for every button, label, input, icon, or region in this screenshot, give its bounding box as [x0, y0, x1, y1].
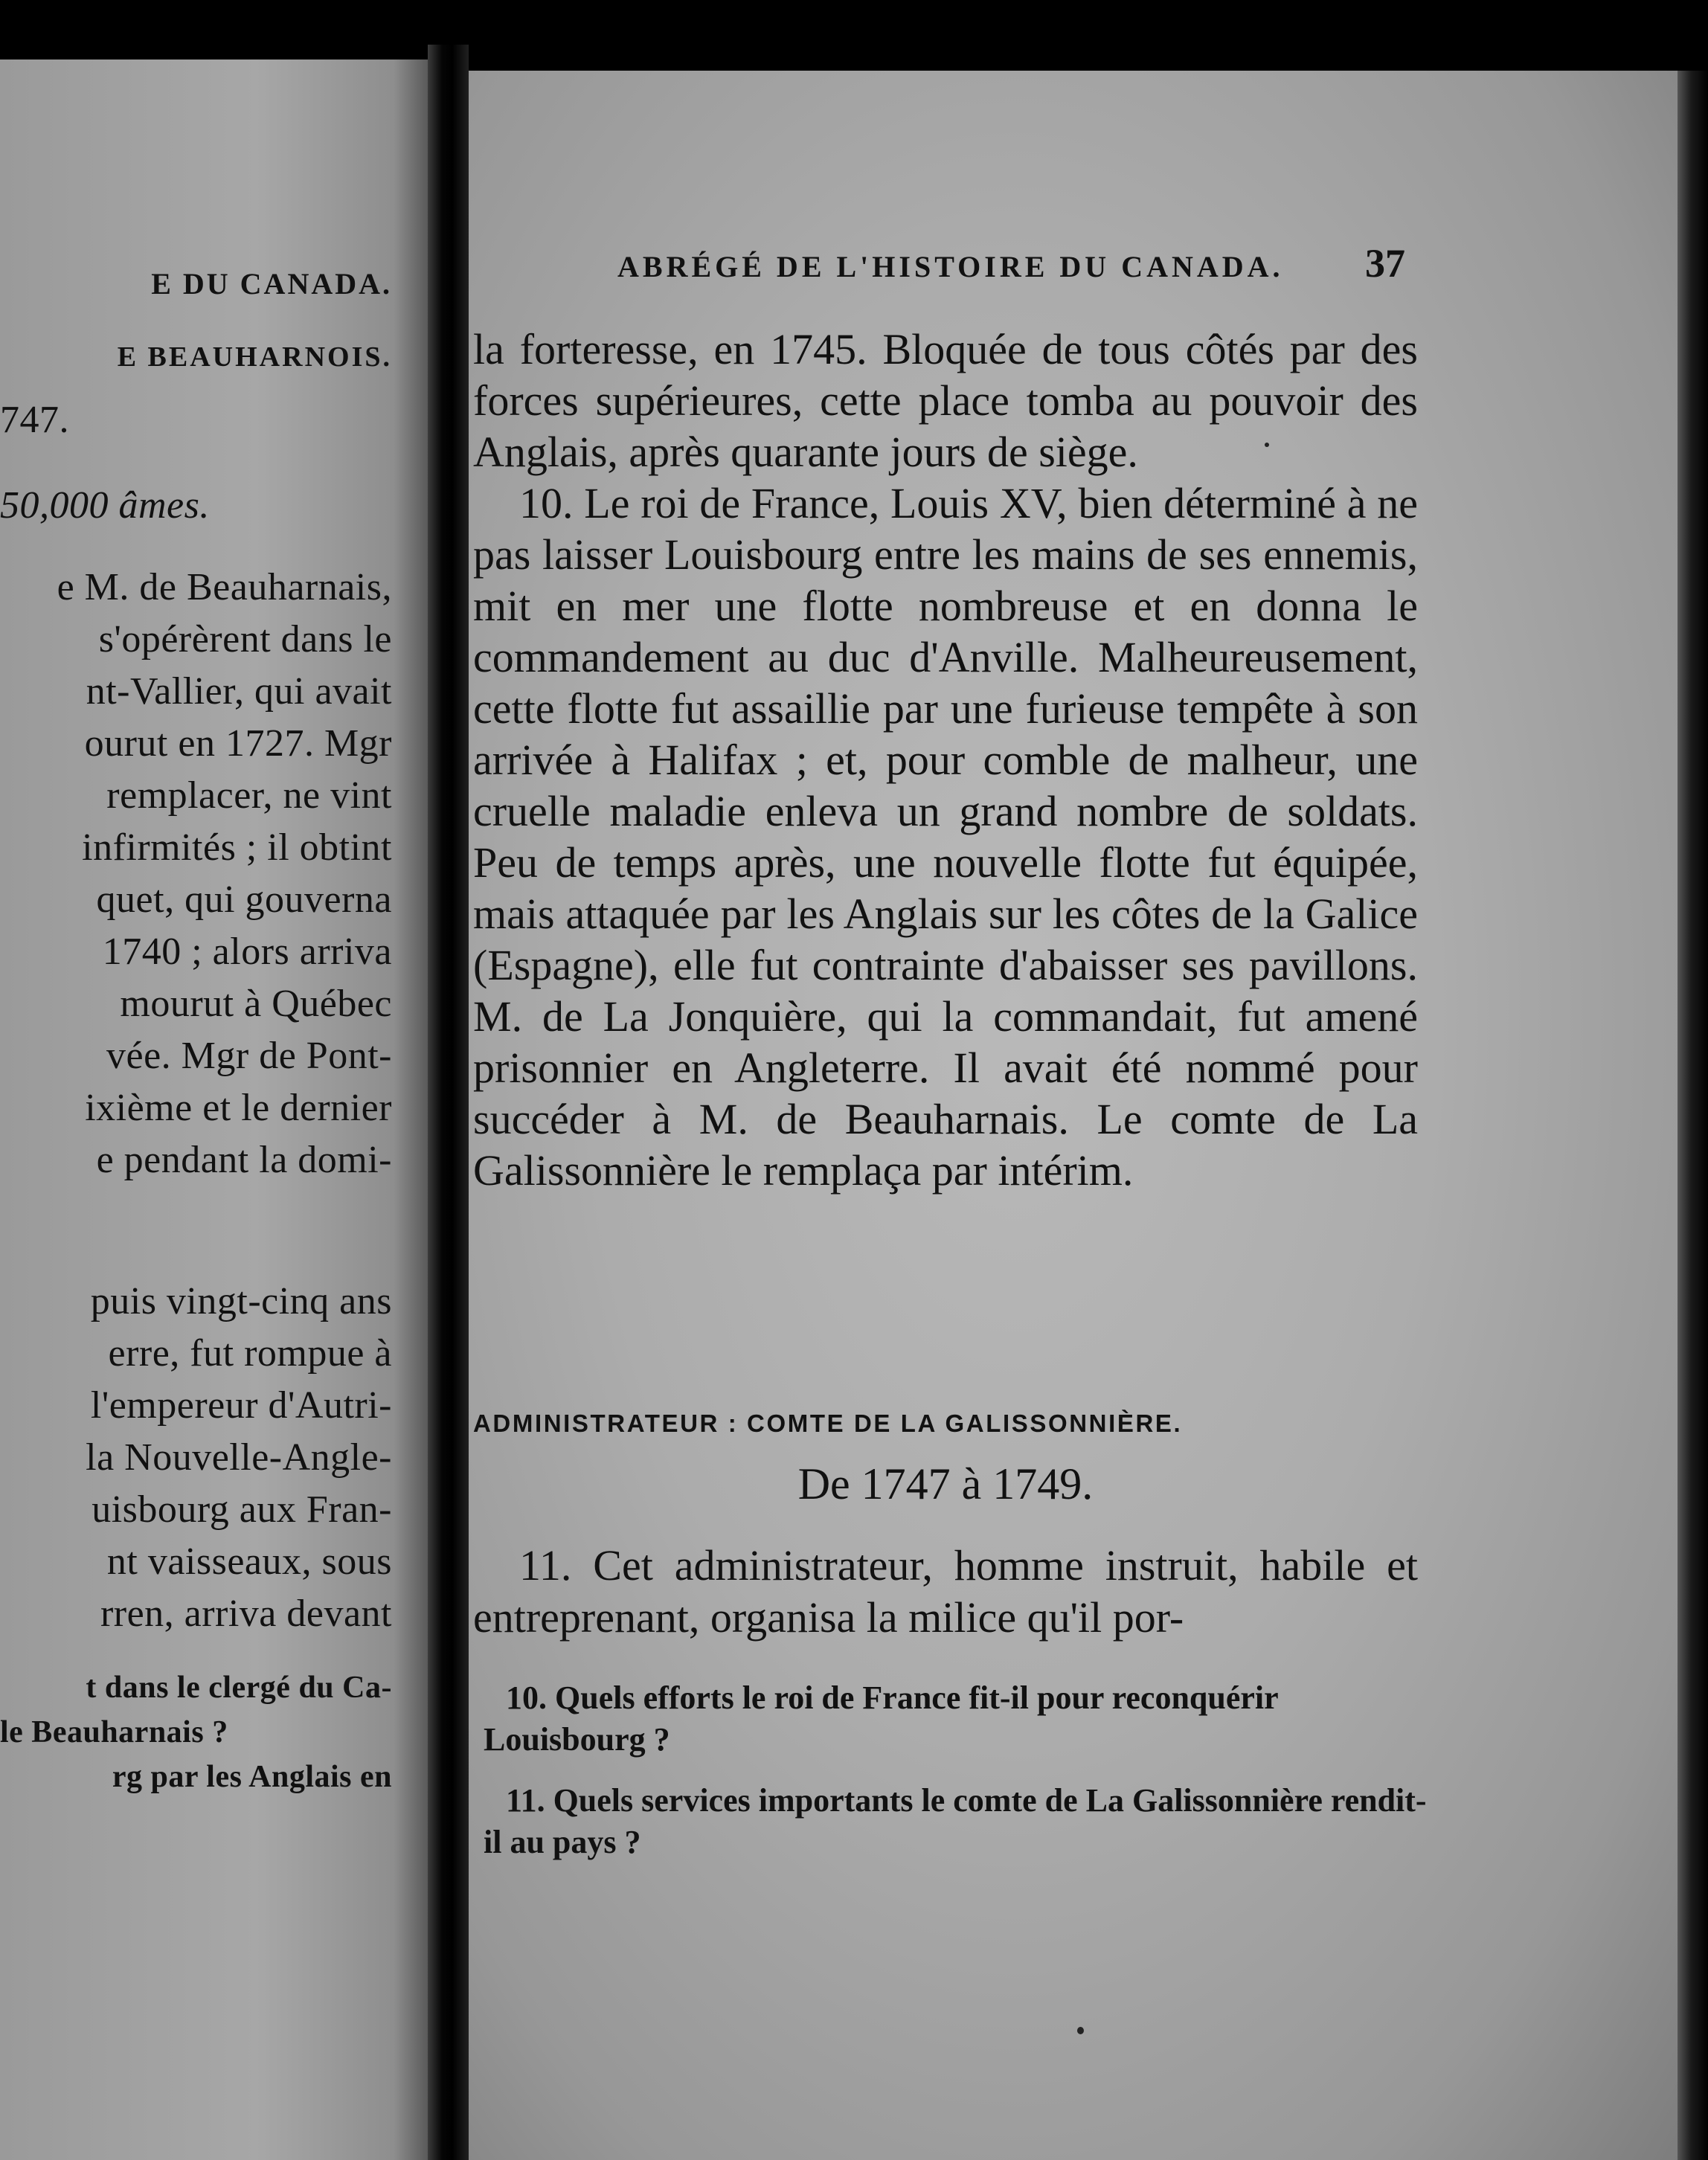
paragraph-continued: la forteresse, en 1745. Bloquée de tous côtés par des forces supérieures, cette place tomba au pouvoir des Anglais, après quarante jours de siège. [473, 325, 1418, 476]
scan-speck [1265, 443, 1269, 447]
left-line: l'empereur d'Autri- [90, 1384, 392, 1427]
left-line: e M. de Beauharnais, [57, 566, 392, 608]
left-line: erre, fut rompue à [108, 1332, 392, 1375]
left-line: ourut en 1727. Mgr [84, 722, 392, 765]
left-line: 1740 ; alors arriva [102, 930, 392, 973]
review-questions [484, 1677, 1428, 1883]
section-dates: De 1747 à 1749. [797, 1459, 1094, 1508]
left-question-line: t dans le clergé du Ca- [86, 1671, 392, 1705]
left-line: 50,000 âmes. [0, 484, 210, 527]
body-text [473, 324, 1418, 1196]
left-line: nt vaisseaux, sous [106, 1540, 392, 1583]
left-running-head: E DU CANADA. [151, 267, 392, 300]
left-line: nt-Vallier, qui avait [86, 670, 392, 713]
left-line: ixième et le dernier [85, 1087, 392, 1129]
left-line: quet, qui gouverna [96, 878, 392, 921]
question-11: 11. Quels services importants le comte de La Galissonnière rendit-il au pays ? [484, 1782, 1427, 1860]
left-line: e pendant la domi- [96, 1139, 392, 1181]
page-number: 37 [1365, 241, 1405, 286]
left-question-line: rg par les Anglais en [112, 1760, 392, 1794]
right-page [469, 71, 1678, 2160]
left-line: infirmités ; il obtint [82, 826, 392, 869]
left-line: rren, arriva devant [100, 1592, 392, 1635]
left-line: 747. [0, 399, 69, 441]
paragraph-11: 11. Cet administrateur, homme instruit, habile et entreprenant, organisa la milice qu'il por- [473, 1541, 1418, 1642]
running-head: ABRÉGÉ DE L'HISTOIRE DU CANADA. [617, 250, 1284, 283]
paragraph-11-block [473, 1540, 1418, 1644]
left-page [0, 60, 428, 2160]
section-heading: ADMINISTRATEUR : COMTE DE LA GALISSONNIÈRE. [473, 1410, 1183, 1437]
paragraph-10: 10. Le roi de France, Louis XV, bien déterminé à ne pas laisser Louisbourg entre les mains de ses ennemis, mit en mer une flotte nombreuse et en donna le commandement au duc d'Anville. Malheureusement, cette flotte fut assaillie par une furieuse tempête à son arrivée à Halifax ; et, pour comble de malheur, une cruelle maladie enleva un grand nombre de soldats. Peu de temps après, une nouvelle flotte fut équipée, mais attaquée par les Anglais sur les côtes de la Galice (Espagne), elle fut contrainte d'abaisser ses pavillons. M. de La Jonquière, qui la commandait, fut amené prisonnier en Angleterre. Il avait été nommé pour succéder à M. de Beauharnais. Le comte de La Galissonnière le remplaça par intérim. [473, 479, 1418, 1195]
book-gutter [428, 45, 469, 2160]
left-line: la Nouvelle-Angle- [86, 1436, 392, 1479]
left-line: remplacer, ne vint [106, 774, 392, 817]
left-line: s'opérèrent dans le [98, 618, 392, 660]
page-edge-right [1678, 71, 1708, 2160]
left-line: uisbourg aux Fran- [92, 1488, 392, 1531]
left-line: mourut à Québec [120, 983, 392, 1025]
left-question-line: le Beauharnais ? [0, 1715, 228, 1749]
left-line: vée. Mgr de Pont- [106, 1035, 392, 1077]
scan-speck [1077, 2027, 1084, 2034]
question-10: 10. Quels efforts le roi de France fit-il pour reconquérir Louisbourg ? [484, 1680, 1278, 1758]
left-section-head: E BEAUHARNOIS. [117, 341, 392, 373]
left-line: puis vingt-cinq ans [90, 1280, 392, 1322]
